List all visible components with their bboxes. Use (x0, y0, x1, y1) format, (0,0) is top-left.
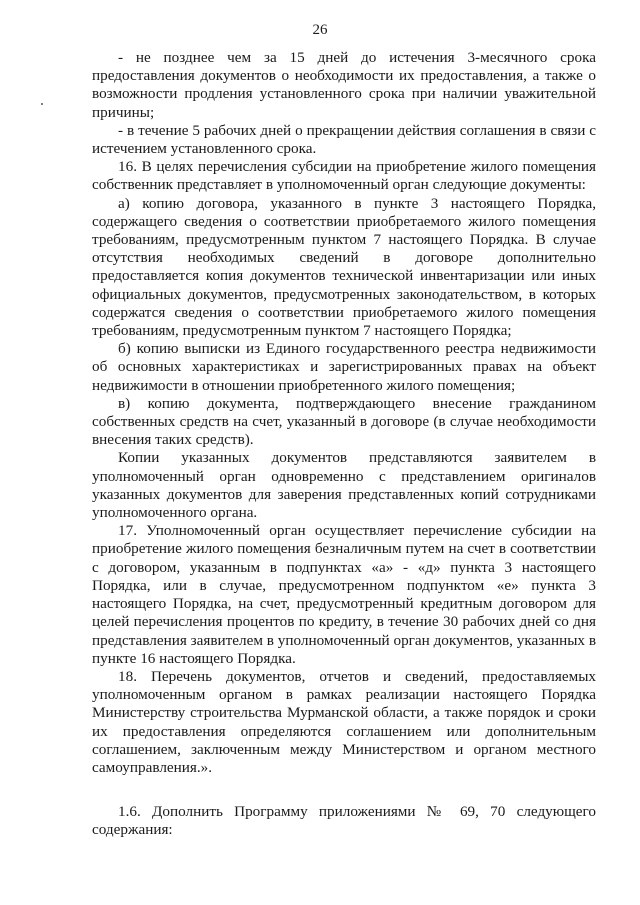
paragraph-item-16b: б) копию выписки из Единого государственного реестра недвижимости об основных характеристиках и зарегистрированных правах на объект недвижимости в отношении приобретенного жилого помещения; (92, 340, 596, 394)
paragraph-deadline-15-days: - не позднее чем за 15 дней до истечения 3-месячного срока предоставления документов о необходимости их предоставления, а также о возможности продления установленного срока при наличии уважительной причины; (92, 49, 596, 121)
document-body (92, 49, 596, 840)
paragraph-deadline-5-days: - в течение 5 рабочих дней о прекращении действия соглашения в связи с истечением установленного срока. (92, 121, 596, 158)
paragraph-item-16v: в) копию документа, подтверждающего внесение гражданином собственных средств на счет, указанный в договоре (в случае необходимости внесения таких средств). (92, 394, 596, 449)
paragraph-item-16: 16. В целях перечисления субсидии на приобретение жилого помещения собственник представляет в уполномоченный орган следующие документы: (92, 158, 596, 194)
section-gap (92, 777, 596, 803)
page-number: 26 (312, 22, 328, 38)
scan-speck (41, 103, 43, 105)
paragraph-item-1-6: 1.6. Дополнить Программу приложениями № 69, 70 следующего содержания: (92, 803, 596, 839)
paragraph-item-17: 17. Уполномоченный орган осуществляет перечисление субсидии на приобретение жилого помещения безналичным путем на счет в соответствии с договором, указанным в подпунктах «а» - «д» пункта 3 настоящего Порядка, или в случае, предусмотренном подпунктом «е» пункта 3 настоящего Порядка, на счет, предусмотренный кредитным договором для целей перечисления процентов по кредиту, в течение 30 рабочих дней со дня представления заявителем в уполномоченный орган документов, указанных в пункте 16 настоящего Порядка. (92, 522, 596, 667)
paragraph-copies: Копии указанных документов представляются заявителем в уполномоченный орган одновременно с представлением оригиналов указанных документов для заверения представленных копий сотрудниками уполномоченного органа. (92, 449, 596, 522)
paragraph-item-18: 18. Перечень документов, отчетов и сведений, предоставляемых уполномоченным органом в рамках реализации настоящего Порядка Министерству строительства Мурманской области, а также порядок и сроки их предоставления определяются соглашением или дополнительным соглашением, заключенным между Министерством и органом местного самоуправления.». (92, 667, 596, 776)
paragraph-item-16a: а) копию договора, указанного в пункте 3 настоящего Порядка, содержащего сведения о соответствии приобретаемого жилого помещения требованиям, предусмотренным пунктом 7 настоящего Порядка. В случае отсутствия необходимых сведений в договоре дополнительно предоставляется копия документов технической инвентаризации или иных официальных документов, предусмотренных законодательством, в которых содержатся сведения о соответствии приобретаемого жилого помещения требованиям, предусмотренным пунктом 7 настоящего Порядка; (92, 194, 596, 340)
